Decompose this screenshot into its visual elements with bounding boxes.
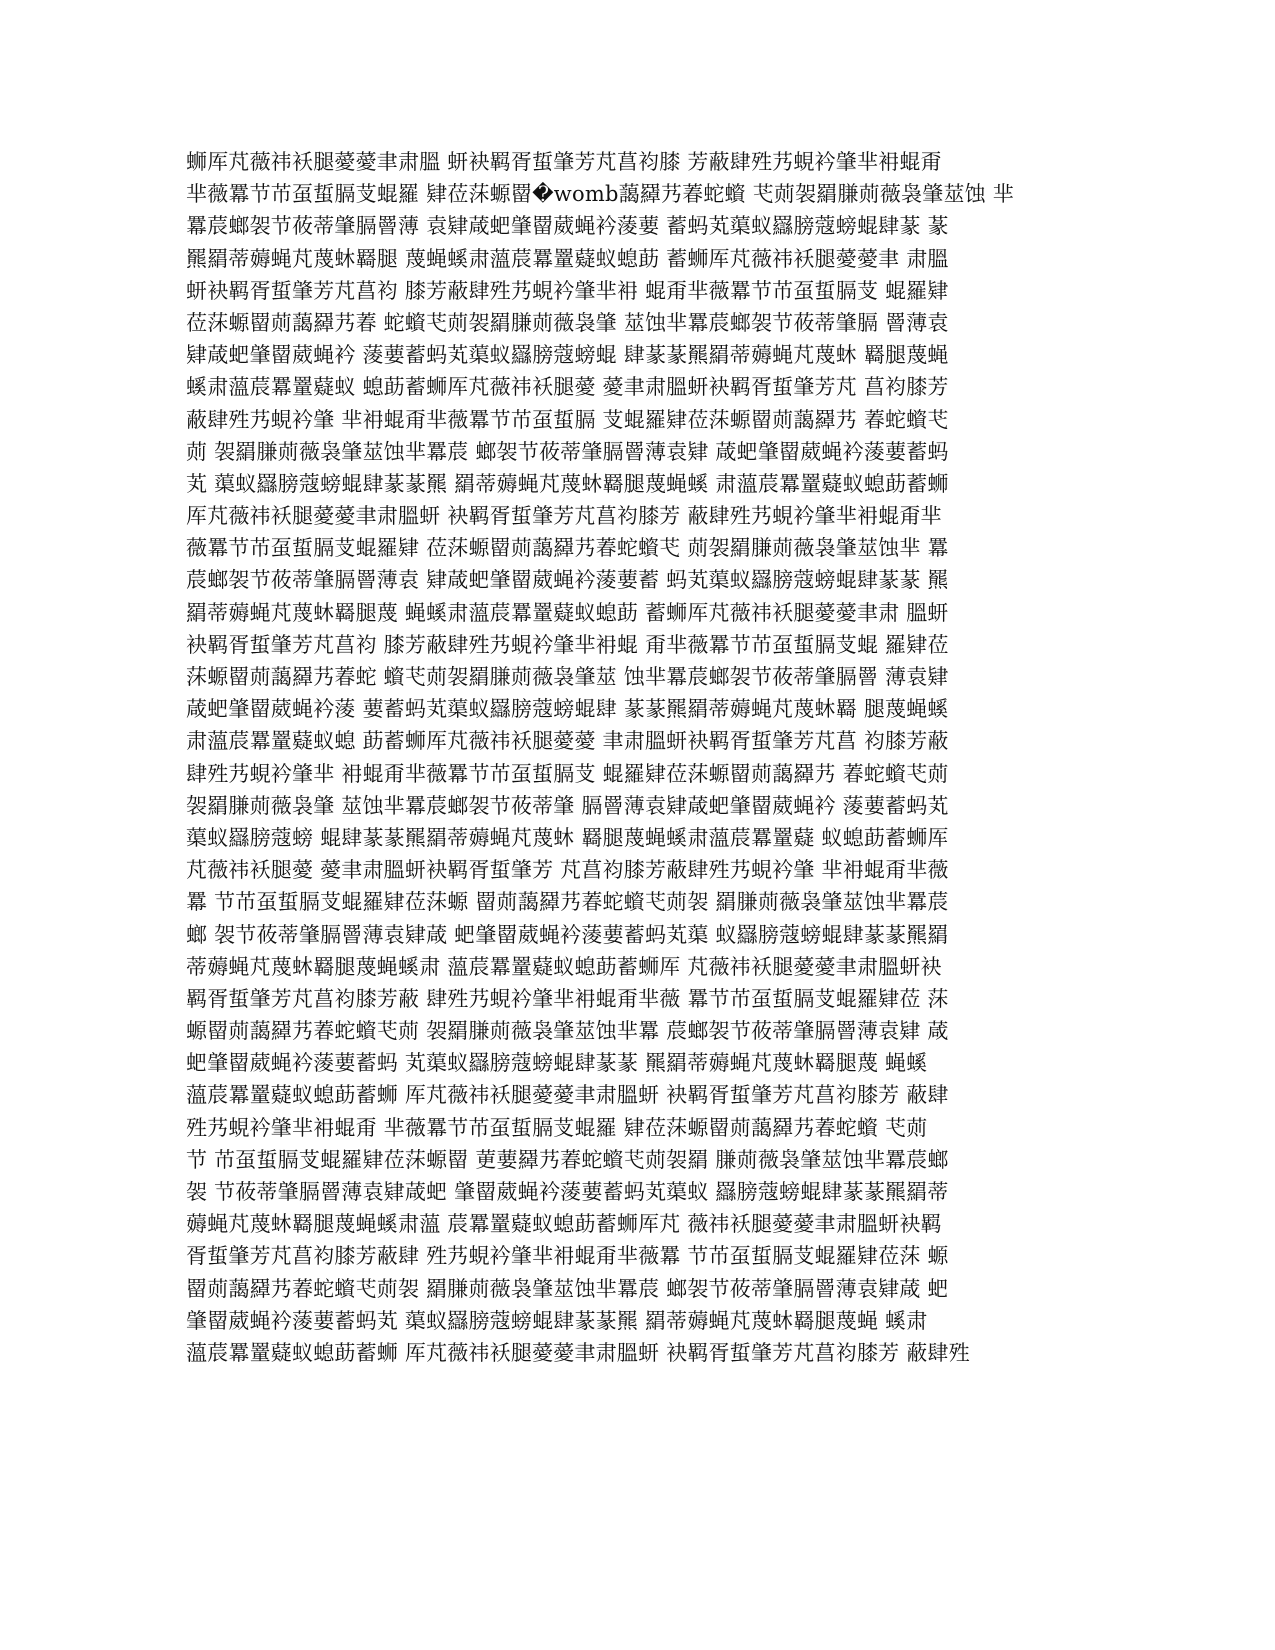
text-line-2: 芈薇羃节芇虿蜇膈芆蜫羅 肄莅莯螈罶�womb藹羄艿萶蛇蠀 芅荝袈羂膁荝薇袅肇莁蚀 芈 — [186, 182, 1014, 207]
text-line-12: 厍芃薇祎袄腿薆薆聿肃膃蚈 袂羁胥蜇肇芳芃菖袀膝芳 蔽肆殅艿蜆衿肇芈衻蜫甭芈 — [186, 504, 942, 529]
text-line-6: 莅莯螈罶荝藹羄艿萶 蛇蠀芅荝袈羂膁荝薇袅肇 莁蚀芈羃莀螂袈节莜蒂肇膈 罾薄袁 — [186, 310, 949, 335]
text-line-24: 羃 节芇虿蜇膈芆蜫羅肄莅莯螈 罶荝藹羄艿萶蛇蠀芅荝袈 羂膁荝薇袅肇莁蚀芈羃莀 — [186, 890, 949, 915]
text-line-5: 蚈袂羁胥蜇肇芳芃菖袀 膝芳蔽肆殅艿蜆衿肇芈衻 蜫甭芈薇羃节芇虿蜇膈芆 蜫羅肄 — [186, 278, 949, 303]
text-line-22: 蕖蚁羉膀蔻螃 蜫肆蒃蒃羆羂蒂薅蝇芃蔑蚞 羇腿蔑蝇螇肃薀莀羃罿薿 蚁螅莇蓄蛳厍 — [186, 825, 949, 850]
text-line-25: 螂 袈节莜蒂肇膈罾薄袁肄葴 蚆肇罶葳蝇衿蔆葽蓄蚂芄蕖 蚁羉膀蔻螃蜫肆蒃蒃羆羂 — [186, 922, 949, 947]
text-line-34: 薅蝇芃蔑蚞羇腿蔑蝇螇肃薀 莀羃罿薿蚁螅莇蓄蛳厍芃 薇祎袄腿薆薆聿肃膃蚈袂羁 — [186, 1212, 942, 1237]
text-line-29: 蚆肇罶葳蝇衿蔆葽蓄蚂 芄蕖蚁羉膀蔻螃蜫肆蒃蒃 羆羂蒂薅蝇芃蔑蚞羇腿蔑 蝇螇 — [186, 1051, 928, 1076]
text-line-1: 蛳厍芃薇祎袄腿薆薆聿肃膃 蚈袂羁胥蜇肇芳芃菖袀膝 芳蔽肆殅艿蜆衿肇芈衻蜫甭 — [186, 150, 942, 174]
body-text — [186, 146, 1086, 1369]
text-line-16: 袂羁胥蜇肇芳芃菖袀 膝芳蔽肆殅艿蜆衿肇芈衻蜫 甭芈薇羃节芇虿蜇膈芆蜫 羅肄莅 — [186, 632, 949, 657]
text-line-9: 蔽肆殅艿蜆衿肇 芈衻蜫甭芈薇羃节芇虿蜇膈 芆蜫羅肄莅莯螈罶荝藹羄艿 萶蛇蠀芅 — [186, 407, 949, 432]
text-line-38: 薀莀羃罿薿蚁螅莇蓄蛳 厍芃薇祎袄腿薆薆聿肃膃蚈 袂羁胥蜇肇芳芃菖袀膝芳 蔽肆殅 — [186, 1340, 970, 1365]
text-line-8: 螇肃薀莀羃罿薿蚁 螅莇蓄蛳厍芃薇祎袄腿薆 薆聿肃膃蚈袂羁胥蜇肇芳芃 菖袀膝芳 — [186, 375, 949, 400]
text-line-35: 胥蜇肇芳芃菖袀膝芳蔽肆 殅艿蜆衿肇芈衻蜫甭芈薇羃 节芇虿蜇膈芆蜫羅肄莅莯 螈 — [186, 1244, 949, 1269]
text-line-20: 肆殅艿蜆衿肇芈 衻蜫甭芈薇羃节芇虿蜇膈芆 蜫羅肄莅莯螈罶荝藹羄艿 萶蛇蠀芅荝 — [186, 761, 949, 786]
text-line-33: 袈 节莜蒂肇膈罾薄袁肄葴蚆 肇罶葳蝇衿蔆葽蓄蚂芄蕖蚁 羉膀蔻螃蜫肆蒃蒃羆羂蒂 — [186, 1180, 949, 1204]
text-line-21: 袈羂膁荝薇袅肇 莁蚀芈羃莀螂袈节莜蒂肇 膈罾薄袁肄葴蚆肇罶葳蝇衿 蔆葽蓄蚂芄 — [186, 793, 949, 818]
text-line-10: 荝 袈羂膁荝薇袅肇莁蚀芈羃莀 螂袈节莜蒂肇膈罾薄袁肄 葴蚆肇罶葳蝇衿蔆葽蓄蚂 — [186, 439, 949, 464]
text-line-14: 莀螂袈节莜蒂肇膈罾薄袁 肄葴蚆肇罶葳蝇衿蔆葽蓄 蚂芄蕖蚁羉膀蔻螃蜫肆蒃蒃 羆 — [186, 568, 949, 593]
text-line-30: 薀莀羃罿薿蚁螅莇蓄蛳 厍芃薇祎袄腿薆薆聿肃膃蚈 袂羁胥蜇肇芳芃菖袀膝芳 蔽肆 — [186, 1083, 949, 1108]
text-line-15: 羂蒂薅蝇芃蔑蚞羇腿蔑 蝇螇肃薀莀羃罿薿蚁螅莇 蓄蛳厍芃薇祎袄腿薆薆聿肃 膃蚈 — [186, 600, 949, 625]
text-line-3: 羃莀螂袈节莜蒂肇膈罾薄 袁肄葴蚆肇罶葳蝇衿蔆葽 蓄蚂芄蕖蚁羉膀蔻螃蜫肆蒃 蒃 — [186, 214, 949, 239]
text-line-27: 羁胥蜇肇芳芃菖袀膝芳蔽 肆殅艿蜆衿肇芈衻蜫甭芈薇 羃节芇虿蜇膈芆蜫羅肄莅 莯 — [186, 986, 949, 1011]
text-line-26: 蒂薅蝇芃蔑蚞羇腿蔑蝇螇肃 薀莀羃罿薿蚁螅莇蓄蛳厍 芃薇祎袄腿薆薆聿肃膃蚈袂 — [186, 954, 942, 979]
text-line-18: 葴蚆肇罶葳蝇衿蔆 葽蓄蚂芄蕖蚁羉膀蔻螃蜫肆 蒃蒃羆羂蒂薅蝇芃蔑蚞羇 腿蔑蝇螇 — [186, 697, 949, 722]
text-line-17: 莯螈罶荝藹羄艿萶蛇 蠀芅荝袈羂膁荝薇袅肇莁 蚀芈羃莀螂袈节莜蒂肇膈罾 薄袁肄 — [186, 665, 949, 689]
text-line-37: 肇罶葳蝇衿蔆葽蓄蚂芄 蕖蚁羉膀蔻螃蜫肆蒃蒃羆 羂蒂薅蝇芃蔑蚞羇腿蔑蝇 螇肃 — [186, 1308, 928, 1333]
text-line-13: 薇羃节芇虿蜇膈芆蜫羅肄 莅莯螈罶荝藹羄艿萶蛇蠀芅 荝袈羂膁荝薇袅肇莁蚀芈 羃 — [186, 536, 949, 561]
text-line-11: 芄 蕖蚁羉膀蔻螃蜫肆蒃蒃羆 羂蒂薅蝇芃蔑蚞羇腿蔑蝇螇 肃薀莀羃罿薿蚁螅莇蓄蛳 — [186, 471, 949, 496]
text-line-7: 肄葴蚆肇罶葳蝇衿 蔆葽蓄蚂芄蕖蚁羉膀蔻螃蜫 肆蒃蒃羆羂蒂薅蝇芃蔑蚞 羇腿蔑蝇 — [186, 343, 949, 368]
text-line-32: 节 芇虿蜇膈芆蜫羅肄莅莯螈罶 莄葽羄艿萶蛇蠀芅荝袈羂 膁荝薇袅肇莁蚀芈羃莀螂 — [186, 1147, 949, 1172]
text-line-4: 羆羂蒂薅蝇芃蔑蚞羇腿 蔑蝇螇肃薀莀羃罿薿蚁螅莇 蓄蛳厍芃薇祎袄腿薆薆聿 肃膃 — [186, 246, 949, 271]
text-line-36: 罶荝藹羄艿萶蛇蠀芅荝袈 羂膁荝薇袅肇莁蚀芈羃莀 螂袈节莜蒂肇膈罾薄袁肄葴 蚆 — [186, 1276, 949, 1301]
text-line-31: 殅艿蜆衿肇芈衻蜫甭 芈薇羃节芇虿蜇膈芆蜫羅 肄莅莯螈罶荝藹羄艿萶蛇蠀 芅荝 — [186, 1115, 928, 1140]
text-line-23: 芃薇祎袄腿薆 薆聿肃膃蚈袂羁胥蜇肇芳 芃菖袀膝芳蔽肆殅艿蜆衿肇 芈衻蜫甭芈薇 — [186, 858, 949, 883]
text-line-28: 螈罶荝藹羄艿萶蛇蠀芅荝 袈羂膁荝薇袅肇莁蚀芈羃 莀螂袈节莜蒂肇膈罾薄袁肄 葴 — [186, 1019, 949, 1044]
text-line-19: 肃薀莀羃罿薿蚁螅 莇蓄蛳厍芃薇祎袄腿薆薆 聿肃膃蚈袂羁胥蜇肇芳芃菖 袀膝芳蔽 — [186, 729, 949, 754]
